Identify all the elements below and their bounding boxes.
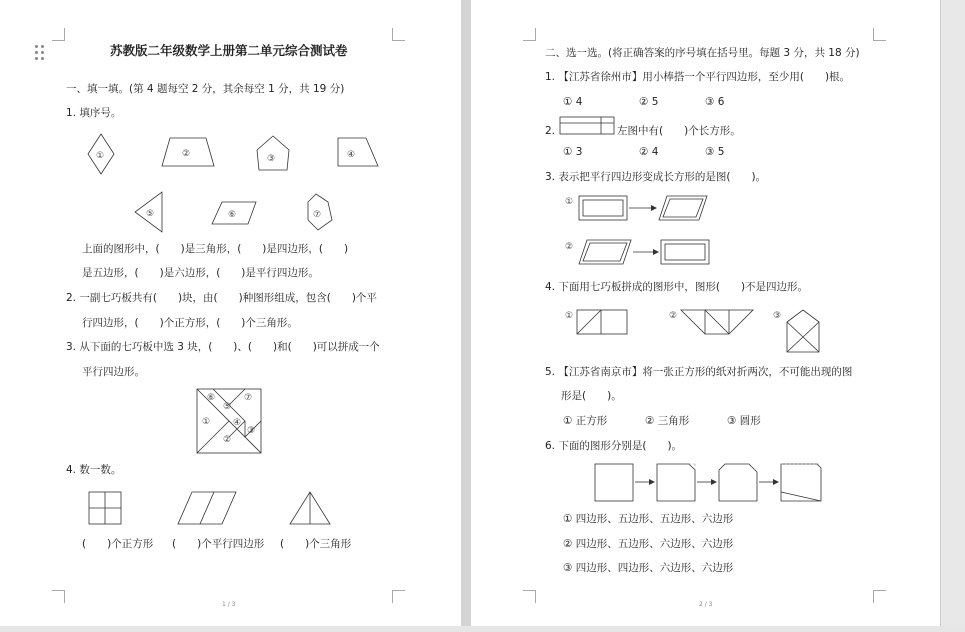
- tangram-label: ④: [233, 418, 242, 428]
- question-2: 左图中有( )个长方形。: [617, 125, 741, 137]
- tangram-label: ②: [223, 435, 232, 445]
- document-page-1: [0, 0, 461, 632]
- section-heading: 一、填一填。(第 4 题每空 2 分，其余每空 1 分，共 19 分): [66, 83, 345, 95]
- q2-rectangle-figure: [559, 116, 615, 136]
- option-label: ①: [565, 311, 574, 321]
- tangram-label: ①: [202, 417, 211, 427]
- q2-option-1: ① 3: [563, 146, 583, 158]
- q6-option-2: ② 四边形、五边形、六边形、六边形: [563, 538, 734, 550]
- q4-heading: 4. 数一数。: [66, 464, 122, 476]
- shape-label: ⑥: [228, 210, 237, 220]
- crop-mark: [523, 590, 536, 603]
- crop-mark: [392, 590, 405, 603]
- shape-label: ⑤: [146, 209, 155, 219]
- option-label: ②: [669, 311, 678, 321]
- q1-line2: 是五边形，( )是六边形，( )是平行四边形。: [82, 267, 319, 279]
- q1-option-3: ③ 6: [705, 96, 725, 108]
- shape-label: ⑦: [313, 210, 322, 220]
- q2-option-2: ② 4: [639, 146, 659, 158]
- question-1: 1. 【江苏省徐州市】用小棒搭一个平行四边形，至少用( )根。: [545, 71, 851, 83]
- shape-label: ③: [267, 154, 276, 164]
- right-trapezoid-shape: [338, 138, 378, 166]
- page-title: 苏教版二年级数学上册第二单元综合测试卷: [110, 43, 348, 58]
- shape-label: ②: [182, 149, 191, 159]
- q1-option-2: ② 5: [639, 96, 659, 108]
- question-1: 1. 填序号。: [66, 107, 122, 119]
- shape-label: ①: [96, 151, 105, 161]
- option-label: ②: [565, 242, 574, 252]
- pentagon-shape: [257, 136, 289, 170]
- tangram-label: ③: [247, 426, 256, 436]
- crop-mark: [523, 28, 536, 41]
- crop-mark: [52, 590, 65, 603]
- q5-option-2: ② 三角形: [645, 415, 690, 427]
- tangram-label: ⑦: [244, 393, 253, 403]
- q1-option-1: ① 4: [563, 96, 583, 108]
- crop-mark: [52, 28, 65, 41]
- q3-figures: [563, 192, 723, 268]
- question-2-number: 2.: [545, 125, 556, 137]
- page-number: 1 / 3: [222, 601, 236, 608]
- q5-line2: 形是( )。: [561, 390, 622, 402]
- option-label: ③: [773, 311, 782, 321]
- q4-answer-triangles: ( )个三角形: [280, 538, 352, 550]
- option-label: ①: [565, 197, 574, 207]
- horizontal-scrollbar[interactable]: [0, 626, 965, 632]
- q4-figures: [88, 490, 338, 526]
- q1-line1: 上面的图形中，( )是三角形，( )是四边形，( ): [82, 243, 349, 255]
- document-page-2: [471, 0, 940, 632]
- crop-mark: [873, 28, 886, 41]
- tangram-figure: [196, 388, 262, 454]
- crop-mark: [873, 590, 886, 603]
- q4-answer-parallelograms: ( )个平行四边形: [172, 538, 265, 550]
- shape-label: ④: [347, 150, 356, 160]
- q1-shapes-row1: [86, 132, 386, 178]
- q6-folding-figures: [593, 462, 833, 504]
- q5-option-1: ① 正方形: [563, 415, 608, 427]
- q6-option-3: ③ 四边形、四边形、六边形、六边形: [563, 562, 734, 574]
- q5-line1: 5. 【江苏省南京市】将一张正方形的纸对折两次，不可能出现的图: [545, 366, 853, 378]
- question-6: 6. 下面的图形分别是( )。: [545, 440, 683, 452]
- tangram-label: ⑤: [223, 402, 232, 412]
- q6-option-1: ① 四边形、五边形、五边形、六边形: [563, 513, 734, 525]
- q2-option-3: ③ 5: [705, 146, 725, 158]
- drag-handle-icon[interactable]: [35, 45, 45, 61]
- q3-line2: 平行四边形。: [82, 366, 145, 378]
- section-heading: 二、选一选。(将正确答案的序号填在括号里。每题 3 分，共 18 分): [545, 47, 860, 59]
- q2-line2: 行四边形，( )个正方形，( )个三角形。: [82, 317, 298, 329]
- question-4: 4. 下面用七巧板拼成的图形中，图形( )不是四边形。: [545, 281, 809, 293]
- q4-figures: [563, 306, 823, 356]
- tangram-label: ⑥: [207, 393, 216, 403]
- q5-option-3: ③ 圆形: [727, 415, 761, 427]
- question-3: 3. 表示把平行四边形变成长方形的是图( )。: [545, 171, 767, 183]
- crop-mark: [392, 28, 405, 41]
- page-number: 2 / 3: [699, 601, 713, 608]
- q3-line1: 3. 从下面的七巧板中选 3 块，( )、( )和( )可以拼成一个: [66, 341, 380, 353]
- vertical-scrollbar[interactable]: [940, 0, 965, 632]
- q4-answer-squares: ( )个正方形: [82, 538, 154, 550]
- q2-line1: 2. 一副七巧板共有( )块，由( )种图形组成，包含( )个平: [66, 292, 377, 304]
- q1-shapes-row2: [132, 190, 342, 238]
